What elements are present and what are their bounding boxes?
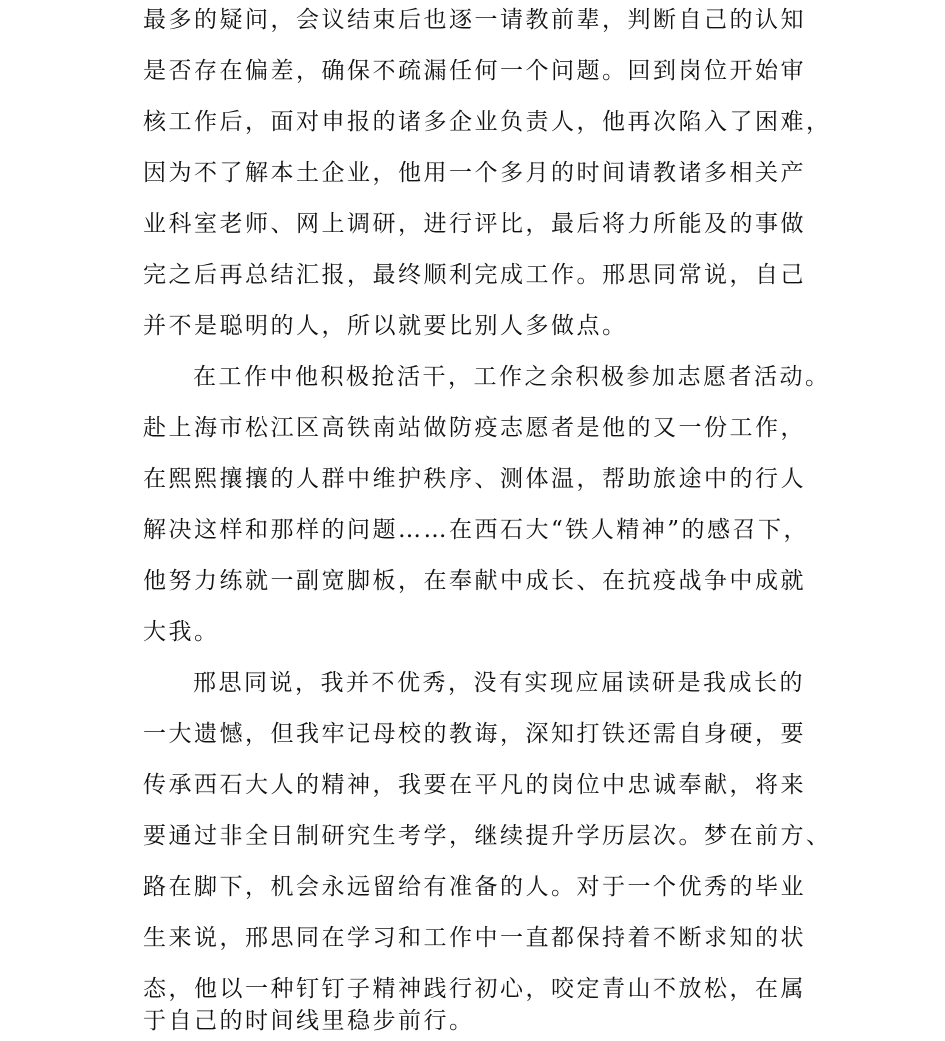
text-line-12: 他努力练就一副宽脚板，在奉献中成长、在抗疫战争中成就: [143, 568, 806, 594]
text-line-3: 核工作后，面对申报的诸多企业负责人，他再次陷入了困难，: [143, 109, 832, 135]
text-line-2: 是否存在偏差，确保不疏漏任何一个问题。回到岗位开始审: [143, 58, 806, 84]
paragraph-start-line-2: 邢思同说，我并不优秀，没有实现应届读研是我成长的: [193, 670, 805, 696]
text-line-11: 解决这样和那样的问题……在西石大“铁人精神”的感召下，: [143, 517, 810, 543]
text-line-16: 传承西石大人的精神，我要在平凡的岗位中忠诚奉献，将来: [143, 772, 806, 798]
text-line-19: 生来说，邢思同在学习和工作中一直都保持着不断求知的状: [143, 925, 806, 951]
text-line-6: 完之后再总结汇报，最终顺利完成工作。邢思同常说，自己: [143, 262, 806, 288]
paragraph-start-line: 在工作中他积极抢活干，工作之余积极参加志愿者活动。: [193, 364, 831, 390]
text-line-9: 赴上海市松江区高铁南站做防疫志愿者是他的又一份工作，: [143, 415, 806, 441]
text-line-7: 并不是聪明的人，所以就要比别人多做点。: [143, 313, 628, 339]
text-line-21: 于自己的时间线里稳步前行。: [143, 1008, 475, 1034]
text-line-4: 因为不了解本土企业，他用一个多月的时间请教诸多相关产: [143, 160, 806, 186]
text-line-13: 大我。: [143, 619, 220, 645]
text-line-10: 在熙熙攘攘的人群中维护秩序、测体温，帮助旅途中的行人: [143, 466, 806, 492]
text-line-5: 业科室老师、网上调研，进行评比，最后将力所能及的事做: [143, 211, 806, 237]
text-line-17: 要通过非全日制研究生考学，继续提升学历层次。梦在前方、: [143, 823, 832, 849]
text-line-15: 一大遗憾，但我牢记母校的教诲，深知打铁还需自身硬，要: [143, 721, 806, 747]
text-line-18: 路在脚下，机会永远留给有准备的人。对于一个优秀的毕业: [143, 874, 806, 900]
text-line-20: 态，他以一种钉钉子精神践行初心，咬定青山不放松，在属: [143, 976, 806, 1002]
text-line-1: 最多的疑问，会议结束后也逐一请教前辈，判断自己的认知: [143, 7, 806, 33]
